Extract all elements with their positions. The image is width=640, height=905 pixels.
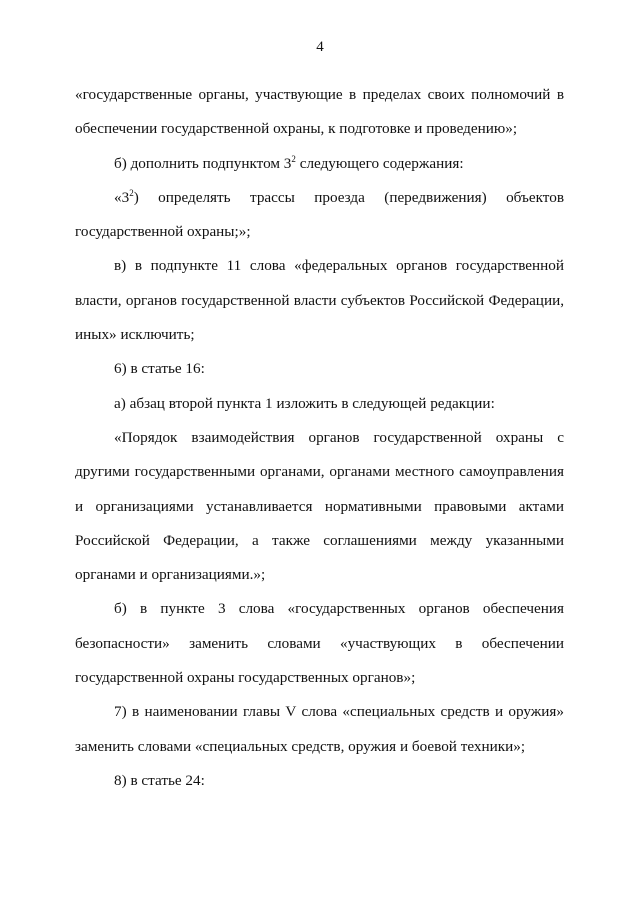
paragraph-article-16: 6) в статье 16: (114, 360, 205, 378)
superscript: 2 (291, 153, 296, 164)
paragraph-quoted-interaction: «Порядок взаимодействия органов государственной охраны с другими государственными органами, органами местного самоуправления и организациями устанавливается нормативными правовыми актами Российской Федерации, а также соглашениями между указанными органами и организациями.»; (75, 428, 564, 584)
document-body (75, 78, 564, 798)
paragraph-article-16-b: б) в пункте 3 слова «государственных органов обеспечения безопасности» заменить словами «участвующих в обеспечении государственной охраны государственных органов»; (75, 600, 564, 687)
paragraph-text-before: «3 (114, 188, 130, 206)
paragraph-subclause-11: в) в подпункте 11 слова «федеральных органов государственной власти, органов государственной власти субъектов Российской Федерации, иных» исключить; (75, 257, 564, 344)
paragraph-subclause-text (75, 181, 564, 250)
paragraph-article-24: 8) в статье 24: (114, 771, 205, 789)
paragraph-text-before: б) дополнить подпунктом 3 (114, 154, 292, 172)
paragraph-chapter-v-title: 7) в наименовании главы V слова «специальных средств и оружия» заменить словами «специальных средств, оружия и боевой техники»; (75, 703, 564, 755)
page-number: 4 (316, 39, 324, 55)
paragraph-text-after: ) определять трассы проезда (передвижения) объектов государственной охраны;»; (75, 188, 564, 241)
paragraph-text-after: следующего содержания: (295, 154, 464, 172)
superscript: 2 (129, 187, 134, 198)
paragraph-continuation: «государственные органы, участвующие в пределах своих полномочий в обеспечении государственной охраны, к подготовке и проведению»; (75, 86, 564, 138)
paragraph-add-subclause (75, 147, 564, 181)
paragraph-article-16-a: а) абзац второй пункта 1 изложить в следующей редакции: (114, 394, 495, 412)
